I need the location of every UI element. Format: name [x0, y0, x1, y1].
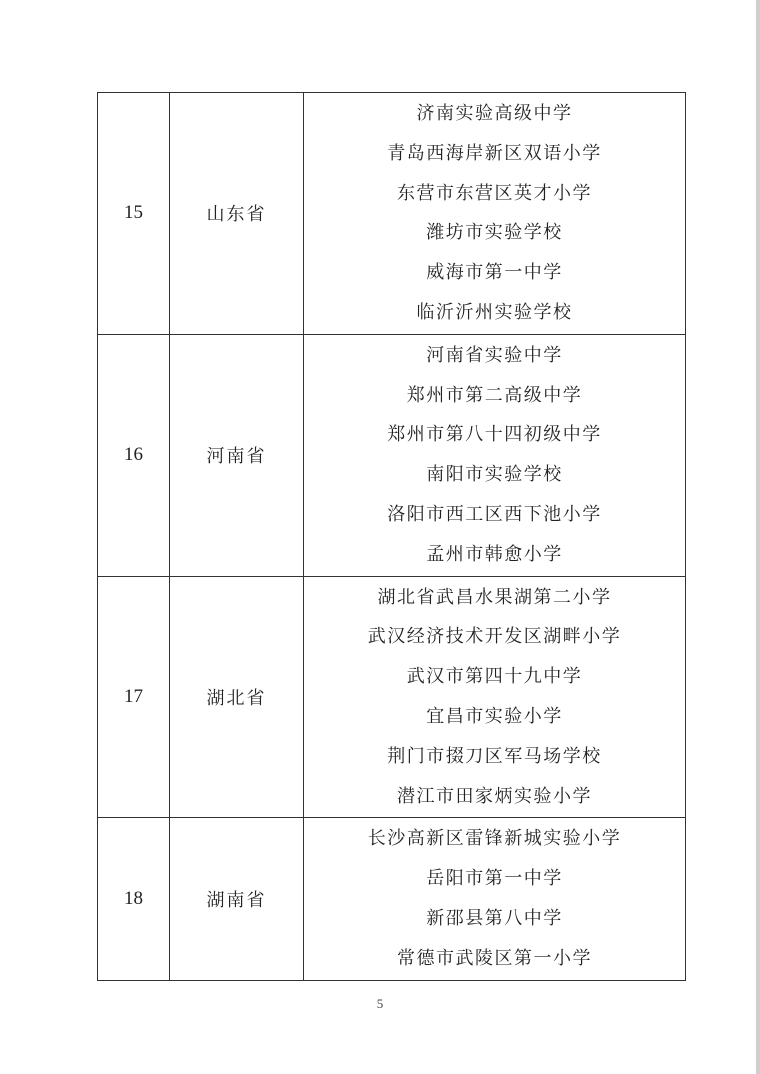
table-row	[98, 818, 686, 980]
school-cell	[304, 818, 686, 980]
school-name: 洛阳市西工区西下池小学	[387, 503, 602, 525]
school-name: 郑州市第二高级中学	[406, 384, 583, 406]
page-number: 5	[376, 996, 384, 1011]
school-name: 潍坊市实验学校	[426, 222, 563, 244]
school-list	[304, 93, 685, 334]
school-cell	[304, 93, 686, 335]
school-name: 武汉经济技术开发区湖畔小学	[367, 626, 622, 648]
school-name: 岳阳市第一中学	[426, 868, 563, 890]
school-name: 济南实验高级中学	[416, 103, 573, 124]
school-cell	[304, 576, 686, 818]
row-number: 16	[98, 334, 170, 576]
school-name: 孟州市韩愈小学	[426, 543, 563, 565]
school-list	[304, 577, 685, 818]
page-edge	[756, 0, 760, 1074]
school-name: 武汉市第四十九中学	[406, 666, 583, 688]
school-name: 威海市第一中学	[426, 262, 563, 284]
school-name: 荆门市掇刀区军马场学校	[387, 745, 602, 767]
province-name: 河南省	[170, 334, 304, 576]
table-row	[98, 576, 686, 818]
table-row	[98, 334, 686, 576]
school-name: 新邵县第八中学	[426, 907, 563, 929]
school-name: 南阳市实验学校	[426, 464, 563, 486]
school-cell	[304, 334, 686, 576]
school-name: 潜江市田家炳实验小学	[397, 785, 592, 807]
row-number: 17	[98, 576, 170, 818]
row-number: 18	[98, 818, 170, 980]
province-name: 湖南省	[170, 818, 304, 980]
school-table	[97, 92, 686, 981]
table-row	[98, 93, 686, 335]
school-list	[304, 818, 685, 979]
school-name: 长沙高新区雷锋新城实验小学	[367, 828, 622, 850]
school-name: 临沂沂州实验学校	[416, 301, 573, 323]
school-name: 青岛西海岸新区双语小学	[387, 142, 602, 164]
school-name: 常德市武陵区第一小学	[397, 947, 592, 969]
school-list	[304, 335, 685, 576]
school-name: 郑州市第八十四初级中学	[387, 424, 602, 446]
school-name: 河南省实验中学	[426, 344, 563, 366]
province-name: 山东省	[170, 93, 304, 335]
school-name: 东营市东营区英才小学	[397, 182, 592, 204]
row-number: 15	[98, 93, 170, 335]
province-name: 湖北省	[170, 576, 304, 818]
school-name: 湖北省武昌水果湖第二小学	[377, 586, 612, 608]
school-name: 宜昌市实验小学	[426, 705, 563, 727]
